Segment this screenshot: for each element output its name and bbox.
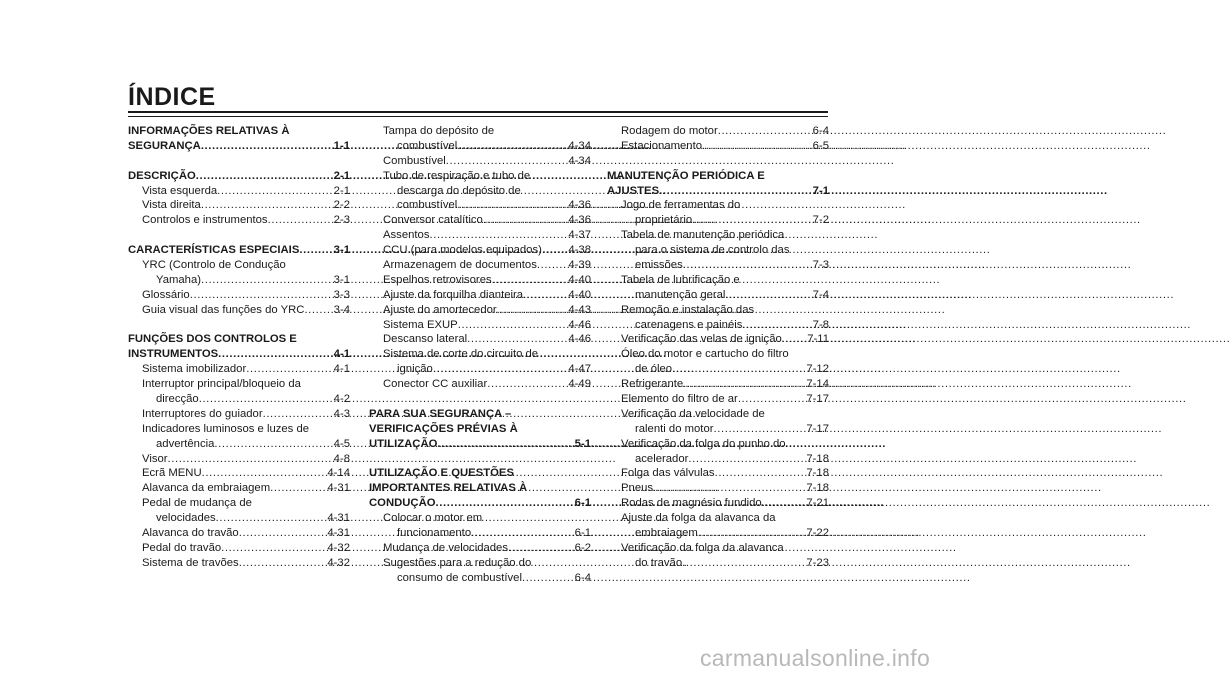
toc-spacer <box>369 452 591 467</box>
toc-entry[interactable] <box>607 496 829 511</box>
dot-leader <box>433 362 566 377</box>
dot-leader <box>762 496 804 511</box>
toc-entry-title: Rodagem do motor <box>621 125 718 137</box>
toc-page-number: 4-36 <box>568 199 591 212</box>
toc-entry[interactable] <box>369 228 591 243</box>
toc-entry[interactable] <box>128 184 350 199</box>
toc-entry-title: CARACTERÍSTICAS ESPECIAIS <box>128 244 300 257</box>
dot-leader <box>458 318 566 333</box>
toc-entry[interactable] <box>128 511 350 526</box>
toc-column-2 <box>369 124 591 586</box>
toc-page-number: 4-46 <box>568 333 591 346</box>
toc-page-number: 4-1 <box>333 348 350 361</box>
toc-entry[interactable] <box>607 318 829 333</box>
toc-page-number: 4-39 <box>568 259 591 272</box>
toc-page-number: 4-31 <box>327 512 350 525</box>
toc-entry <box>369 347 591 362</box>
toc-entry[interactable] <box>128 407 350 422</box>
toc-entry[interactable] <box>128 303 350 318</box>
toc-entry-title: advertência <box>156 437 215 450</box>
toc-spacer <box>369 392 591 407</box>
toc-entry <box>369 184 591 199</box>
dot-leader <box>497 303 566 318</box>
dot-leader <box>299 243 330 258</box>
dot-leader <box>738 392 804 407</box>
toc-entry[interactable] <box>369 571 591 586</box>
toc-page-number: 6-1 <box>574 527 591 540</box>
toc-page-number: 4-34 <box>568 139 591 152</box>
toc-column-3 <box>607 124 829 571</box>
toc-entry-title: Verificação da folga da alavanca <box>621 541 784 554</box>
toc-page-number: 6-2 <box>574 541 591 554</box>
dot-leader <box>523 288 565 303</box>
toc-entry-title: Sistema EXUP <box>383 318 458 331</box>
dot-leader <box>688 452 803 467</box>
dot-leader <box>715 466 804 481</box>
toc-entry[interactable] <box>128 481 350 496</box>
toc-section-heading[interactable] <box>128 169 350 184</box>
toc-entry-title: Folga das válvulas <box>621 467 715 480</box>
toc-entry <box>607 347 829 362</box>
toc-entry <box>607 541 829 556</box>
toc-page-number: 7-2 <box>812 214 829 227</box>
toc-entry[interactable] <box>128 437 350 452</box>
toc-entry-title: Vista direita <box>142 199 201 212</box>
toc-page-number: 4-36 <box>568 214 591 227</box>
dot-leader <box>168 452 331 467</box>
toc-entry[interactable] <box>128 466 350 481</box>
toc-entry-title: Sistema imobilizador <box>142 363 247 376</box>
toc-entry-title: IMPORTANTES RELATIVAS À <box>369 482 528 495</box>
toc-entry <box>128 422 350 437</box>
toc-page-number: 2-3 <box>333 214 350 227</box>
toc-page-number: 4-2 <box>333 393 350 406</box>
toc-entry-title: Tubo de respiração e tubo de <box>383 169 531 182</box>
toc-section-heading <box>369 481 591 496</box>
dot-leader <box>483 213 566 228</box>
dot-leader <box>457 139 565 154</box>
toc-entry[interactable] <box>607 258 829 273</box>
toc-page-number: 7-1 <box>812 184 829 197</box>
dot-leader <box>682 556 803 571</box>
toc-page-number: 4-40 <box>568 273 591 286</box>
toc-entry[interactable] <box>369 213 591 228</box>
toc-entry[interactable] <box>369 273 591 288</box>
toc-entry-title: descarga do depósito de <box>397 184 521 197</box>
toc-entry-title: Alavanca do travão <box>142 527 239 540</box>
toc-column-1 <box>128 124 350 571</box>
toc-page-number: 3-1 <box>333 244 350 257</box>
dot-leader <box>304 303 330 318</box>
toc-entry <box>369 124 591 139</box>
toc-entry-title: CCU (para modelos equipados) <box>383 244 542 257</box>
dot-leader <box>742 318 809 333</box>
toc-entry-title: Conector CC auxiliar <box>383 378 488 391</box>
toc-entry[interactable] <box>369 303 591 318</box>
toc-page-number: 7-8 <box>812 318 829 331</box>
toc-page-number: 3-1 <box>333 273 350 286</box>
dot-leader <box>190 288 331 303</box>
title-rule-thick <box>128 111 828 113</box>
toc-entry[interactable] <box>369 154 591 169</box>
toc-page-number: 4-8 <box>333 452 350 465</box>
toc-page-number: 7-4 <box>812 288 829 301</box>
toc-entry[interactable] <box>128 198 350 213</box>
toc-page-number: 4-1 <box>333 363 350 376</box>
toc-entry[interactable] <box>607 139 829 154</box>
toc-page-number: 6-4 <box>574 571 591 584</box>
toc-page-number: 4-31 <box>327 527 350 540</box>
toc-entry-title: Descanso lateral <box>383 333 468 346</box>
toc-page-number: 4-37 <box>568 229 591 242</box>
toc-entry[interactable] <box>128 556 350 571</box>
dot-leader <box>659 184 810 199</box>
dot-leader <box>221 541 324 556</box>
toc-entry <box>128 496 350 511</box>
toc-page-number: 4-46 <box>568 318 591 331</box>
toc-entry-title: Ajuste da folga da alavanca da <box>621 512 776 525</box>
toc-entry-title: Guia visual das funções do YRC <box>142 303 305 316</box>
toc-entry-title: Controlos e instrumentos <box>142 214 268 227</box>
toc-entry[interactable] <box>607 466 829 481</box>
toc-page-number: 4-40 <box>568 288 591 301</box>
toc-section-heading <box>369 407 591 422</box>
toc-page-number: 7-3 <box>812 259 829 272</box>
toc-entry[interactable] <box>128 392 350 407</box>
toc-entry-title: ignição <box>397 363 433 376</box>
toc-section-heading[interactable] <box>369 437 591 452</box>
toc-entry-title: funcionamento <box>397 527 472 540</box>
toc-entry[interactable] <box>607 481 829 496</box>
toc-page-number: 7-14 <box>806 378 829 391</box>
toc-page-number: 4-3 <box>333 407 350 420</box>
toc-entry-title: INFORMAÇÕES RELATIVAS À <box>128 125 290 137</box>
toc-page-number: 2-1 <box>333 184 350 197</box>
dot-leader <box>702 139 810 154</box>
toc-entry[interactable] <box>369 377 591 392</box>
toc-entry[interactable] <box>369 362 591 377</box>
toc-page-number: 4-32 <box>327 541 350 554</box>
toc-entry-title: de óleo <box>635 363 673 376</box>
dot-leader <box>196 169 331 184</box>
toc-spacer <box>128 228 350 243</box>
toc-entry[interactable] <box>607 556 829 571</box>
toc-page-number: 7-12 <box>806 363 829 376</box>
dot-leader <box>263 407 331 422</box>
toc-entry[interactable] <box>607 422 829 437</box>
toc-spacer <box>128 318 350 333</box>
toc-entry <box>128 258 350 273</box>
toc-entry-title: Tabela de lubrificação e <box>621 273 740 286</box>
toc-entry <box>607 228 829 243</box>
toc-entry-title: Sistema de travões <box>142 556 239 569</box>
dot-leader <box>446 154 566 169</box>
toc-page-number: 7-23 <box>806 556 829 569</box>
dot-leader <box>683 258 810 273</box>
toc-entry-title: velocidades <box>156 512 216 525</box>
toc-entry[interactable] <box>607 288 829 303</box>
toc-page-number: 7-18 <box>806 482 829 495</box>
toc-entry[interactable] <box>607 213 829 228</box>
toc-page-number: 7-18 <box>806 452 829 465</box>
dot-leader <box>692 213 810 228</box>
toc-page-number: 4-14 <box>327 467 350 480</box>
toc-page-number: 4-47 <box>568 363 591 376</box>
toc-page-number: 2-2 <box>333 199 350 212</box>
dot-leader <box>216 511 325 526</box>
toc-entry-title: manutenção geral <box>635 288 726 301</box>
dot-leader <box>782 332 804 347</box>
toc-entry-title: carenagens e painéis <box>635 318 743 331</box>
toc-entry[interactable] <box>128 541 350 556</box>
toc-entry-title: INSTRUMENTOS <box>128 348 219 361</box>
dot-leader <box>714 422 804 437</box>
toc-entry <box>607 303 829 318</box>
toc-entry-title: combustível <box>397 199 458 212</box>
dot-leader <box>217 184 331 199</box>
title-rule-thin <box>128 116 828 117</box>
toc-entry-title: emissões <box>635 259 683 272</box>
toc-entry[interactable] <box>128 362 350 377</box>
toc-entry[interactable] <box>607 526 829 541</box>
toc-page-number: 7-22 <box>806 527 829 540</box>
toc-entry-title: Indicadores luminosos e luzes de <box>142 422 310 435</box>
toc-entry <box>369 556 591 571</box>
toc-page-number: 6-1 <box>574 497 591 510</box>
toc-entry-title: Ecrã MENU <box>142 467 202 480</box>
watermark: carmanualsonline.info <box>700 645 931 671</box>
toc-entry-title: SEGURANÇA <box>128 139 201 152</box>
toc-entry-title: consumo de combustível <box>397 571 522 584</box>
toc-entry-title: Vista esquerda <box>142 184 218 197</box>
toc-entry <box>607 243 829 258</box>
toc-entry-title: para o sistema de controlo das <box>635 244 790 257</box>
toc-section-heading[interactable] <box>128 139 350 154</box>
dot-leader <box>508 541 572 556</box>
toc-page-number: 7-17 <box>806 393 829 406</box>
toc-page-number: 3-4 <box>333 303 350 316</box>
toc-entry[interactable] <box>607 392 829 407</box>
toc-section-heading <box>607 169 829 184</box>
toc-page-number: 6-4 <box>812 125 829 137</box>
dot-leader <box>201 273 331 288</box>
toc-section-heading <box>128 124 350 139</box>
toc-entry-title: MANUTENÇÃO PERIÓDICA E <box>607 169 765 182</box>
toc-entry-title: DESCRIÇÃO <box>128 169 196 182</box>
toc-entry-title: Yamaha) <box>156 273 201 286</box>
dot-leader <box>457 198 565 213</box>
dot-leader <box>201 198 331 213</box>
toc-entry-title: Rodas de magnésio fundido <box>621 497 762 510</box>
dot-leader <box>698 526 804 541</box>
toc-entry-title: Conversor catalítico <box>383 214 483 227</box>
toc-entry <box>607 198 829 213</box>
toc-section-heading[interactable] <box>128 347 350 362</box>
dot-leader <box>246 362 330 377</box>
toc-entry-title: YRC (Controlo de Condução <box>142 259 286 272</box>
toc-entry[interactable] <box>128 526 350 541</box>
dot-leader <box>683 377 803 392</box>
toc-entry[interactable] <box>369 541 591 556</box>
dot-leader <box>201 139 331 154</box>
toc-entry <box>369 169 591 184</box>
toc-entry-title: Mudança de velocidades <box>383 541 508 554</box>
toc-section-heading[interactable] <box>369 496 591 511</box>
toc-page-number: 7-11 <box>807 333 829 346</box>
toc-entry[interactable] <box>128 273 350 288</box>
toc-entry-title: direcção <box>156 393 199 406</box>
toc-page-number: 7-17 <box>806 422 829 435</box>
dot-leader <box>437 437 571 452</box>
toc-entry-title: Verificação das velas de ignição <box>621 333 782 346</box>
dot-leader <box>199 392 331 407</box>
toc-entry-title: combustível <box>397 139 458 152</box>
toc-entry-title: VERIFICAÇÕES PRÉVIAS À <box>369 422 518 435</box>
dot-leader <box>522 571 572 586</box>
toc-entry <box>607 437 829 452</box>
page-title: ÍNDICE <box>128 83 216 111</box>
toc-spacer <box>128 154 350 169</box>
toc-entry-title: proprietário <box>635 214 693 227</box>
toc-entry-title: Verificação da velocidade de <box>621 407 765 420</box>
toc-entry[interactable] <box>369 258 591 273</box>
toc-entry-title: UTILIZAÇÃO E QUESTÕES <box>369 467 514 480</box>
dot-leader <box>429 228 565 243</box>
toc-entry[interactable] <box>369 198 591 213</box>
toc-entry[interactable] <box>369 526 591 541</box>
toc-entry <box>607 407 829 422</box>
dot-leader <box>542 243 566 258</box>
toc-entry-title: UTILIZAÇÃO <box>369 437 438 450</box>
toc-entry <box>128 377 350 392</box>
toc-entry-title: acelerador <box>635 452 689 465</box>
toc-entry-title: FUNÇÕES DOS CONTROLOS E <box>128 333 297 346</box>
dot-leader <box>270 481 324 496</box>
dot-leader <box>672 362 803 377</box>
toc-entry-title: do travão <box>635 556 683 569</box>
toc-entry[interactable] <box>607 362 829 377</box>
toc-page-number: 4-5 <box>333 437 350 450</box>
toc-entry <box>607 511 829 526</box>
dot-leader <box>718 124 810 139</box>
toc-section-heading[interactable] <box>128 243 350 258</box>
dot-leader <box>653 481 803 496</box>
toc-entry[interactable] <box>128 452 350 467</box>
toc-section-heading <box>369 466 591 481</box>
toc-entry[interactable] <box>607 124 829 139</box>
toc-spacer <box>607 154 829 169</box>
dot-leader <box>214 437 330 452</box>
toc-entry-title: Alavanca da embraiagem <box>142 482 271 495</box>
dot-leader <box>202 466 325 481</box>
toc-entry-title: AJUSTES <box>607 184 660 197</box>
dot-leader <box>218 347 331 362</box>
toc-entry-title: Sistema de corte do circuito de <box>383 348 539 361</box>
toc-entry-title: Visor <box>142 452 168 465</box>
toc-entry-title: Pedal de mudança de <box>142 497 252 510</box>
toc-entry[interactable] <box>369 318 591 333</box>
dot-leader <box>467 332 565 347</box>
toc-entry[interactable] <box>607 377 829 392</box>
toc-entry-title: ralenti do motor <box>635 422 714 435</box>
dot-leader <box>487 377 565 392</box>
toc-entry <box>607 273 829 288</box>
toc-entry[interactable] <box>607 332 829 347</box>
toc-entry[interactable] <box>128 288 350 303</box>
toc-entry-title: CONDUÇÃO <box>369 497 436 510</box>
toc-entry-title: Refrigerante <box>621 378 684 391</box>
toc-page-number: 2-1 <box>333 169 350 182</box>
toc-section-heading[interactable] <box>607 184 829 199</box>
toc-entry-title: Interruptor principal/bloqueio da <box>142 378 301 391</box>
toc-entry-title: Glossário <box>142 288 190 301</box>
dot-leader <box>537 258 566 273</box>
dot-leader <box>239 526 325 541</box>
toc-entry[interactable] <box>128 213 350 228</box>
toc-section-heading <box>369 422 591 437</box>
toc-page-number: 1-1 <box>333 139 350 152</box>
toc-entry <box>369 511 591 526</box>
toc-entry-title: Tampa do depósito de <box>383 125 495 137</box>
toc-entry-title: Interruptores do guiador <box>142 407 263 420</box>
toc-entry-title: Tabela de manutenção periódica <box>621 229 785 242</box>
toc-entry-title: Espelhos retrovisores <box>383 273 492 286</box>
dot-leader <box>492 273 566 288</box>
toc-entry-title: Ajuste da forquilha dianteira <box>383 288 524 301</box>
toc-entry-title: Sugestões para a redução do <box>383 556 532 569</box>
toc-entry-title: Ajuste do amortecedor <box>383 303 497 316</box>
toc-page-number: 4-43 <box>568 303 591 316</box>
dot-leader <box>471 526 572 541</box>
dot-leader <box>239 556 325 571</box>
toc-entry-title: embraiagem <box>635 527 698 540</box>
toc-entry-title: Óleo do motor e cartucho do filtro <box>621 348 789 361</box>
toc-page-number: 3-3 <box>333 288 350 301</box>
toc-page-number: 4-32 <box>327 556 350 569</box>
toc-entry[interactable] <box>607 452 829 467</box>
toc-entry-title: PARA SUA SEGURANÇA – <box>369 407 512 420</box>
toc-entry[interactable] <box>369 288 591 303</box>
dot-leader <box>436 496 572 511</box>
toc-entry-title: Verificação da folga do punho do <box>621 437 786 450</box>
toc-entry-title: Jogo de ferramentas do <box>621 199 741 212</box>
toc-page-number: 6-5 <box>812 139 829 152</box>
dot-leader <box>268 213 331 228</box>
toc-page-number: 5-1 <box>574 437 591 450</box>
toc-entry[interactable] <box>369 243 591 258</box>
toc-entry-title: Armazenagem de documentos <box>383 259 537 272</box>
toc-entry-title: Remoção e instalação das <box>621 303 755 316</box>
toc-entry[interactable] <box>369 139 591 154</box>
toc-entry-title: Pedal do travão <box>142 541 222 554</box>
toc-page-number: 4-38 <box>568 244 591 257</box>
toc-entry-title: Colocar o motor em <box>383 512 483 525</box>
toc-entry-title: Elemento do filtro de ar <box>621 393 738 406</box>
dot-leader <box>725 288 809 303</box>
toc-entry[interactable] <box>369 332 591 347</box>
toc-page-number: 4-34 <box>568 154 591 167</box>
toc-entry-title: Assentos <box>383 229 430 242</box>
toc-entry-title: Pneus <box>621 482 654 495</box>
toc-page-number: 4-49 <box>568 378 591 391</box>
toc-entry-title: Combustível <box>383 154 446 167</box>
toc-section-heading <box>128 332 350 347</box>
toc-page-number: 7-21 <box>806 497 829 510</box>
toc-page-number: 7-18 <box>806 467 829 480</box>
toc-entry-title: Estacionamento <box>621 139 703 152</box>
toc-page-number: 4-31 <box>327 482 350 495</box>
